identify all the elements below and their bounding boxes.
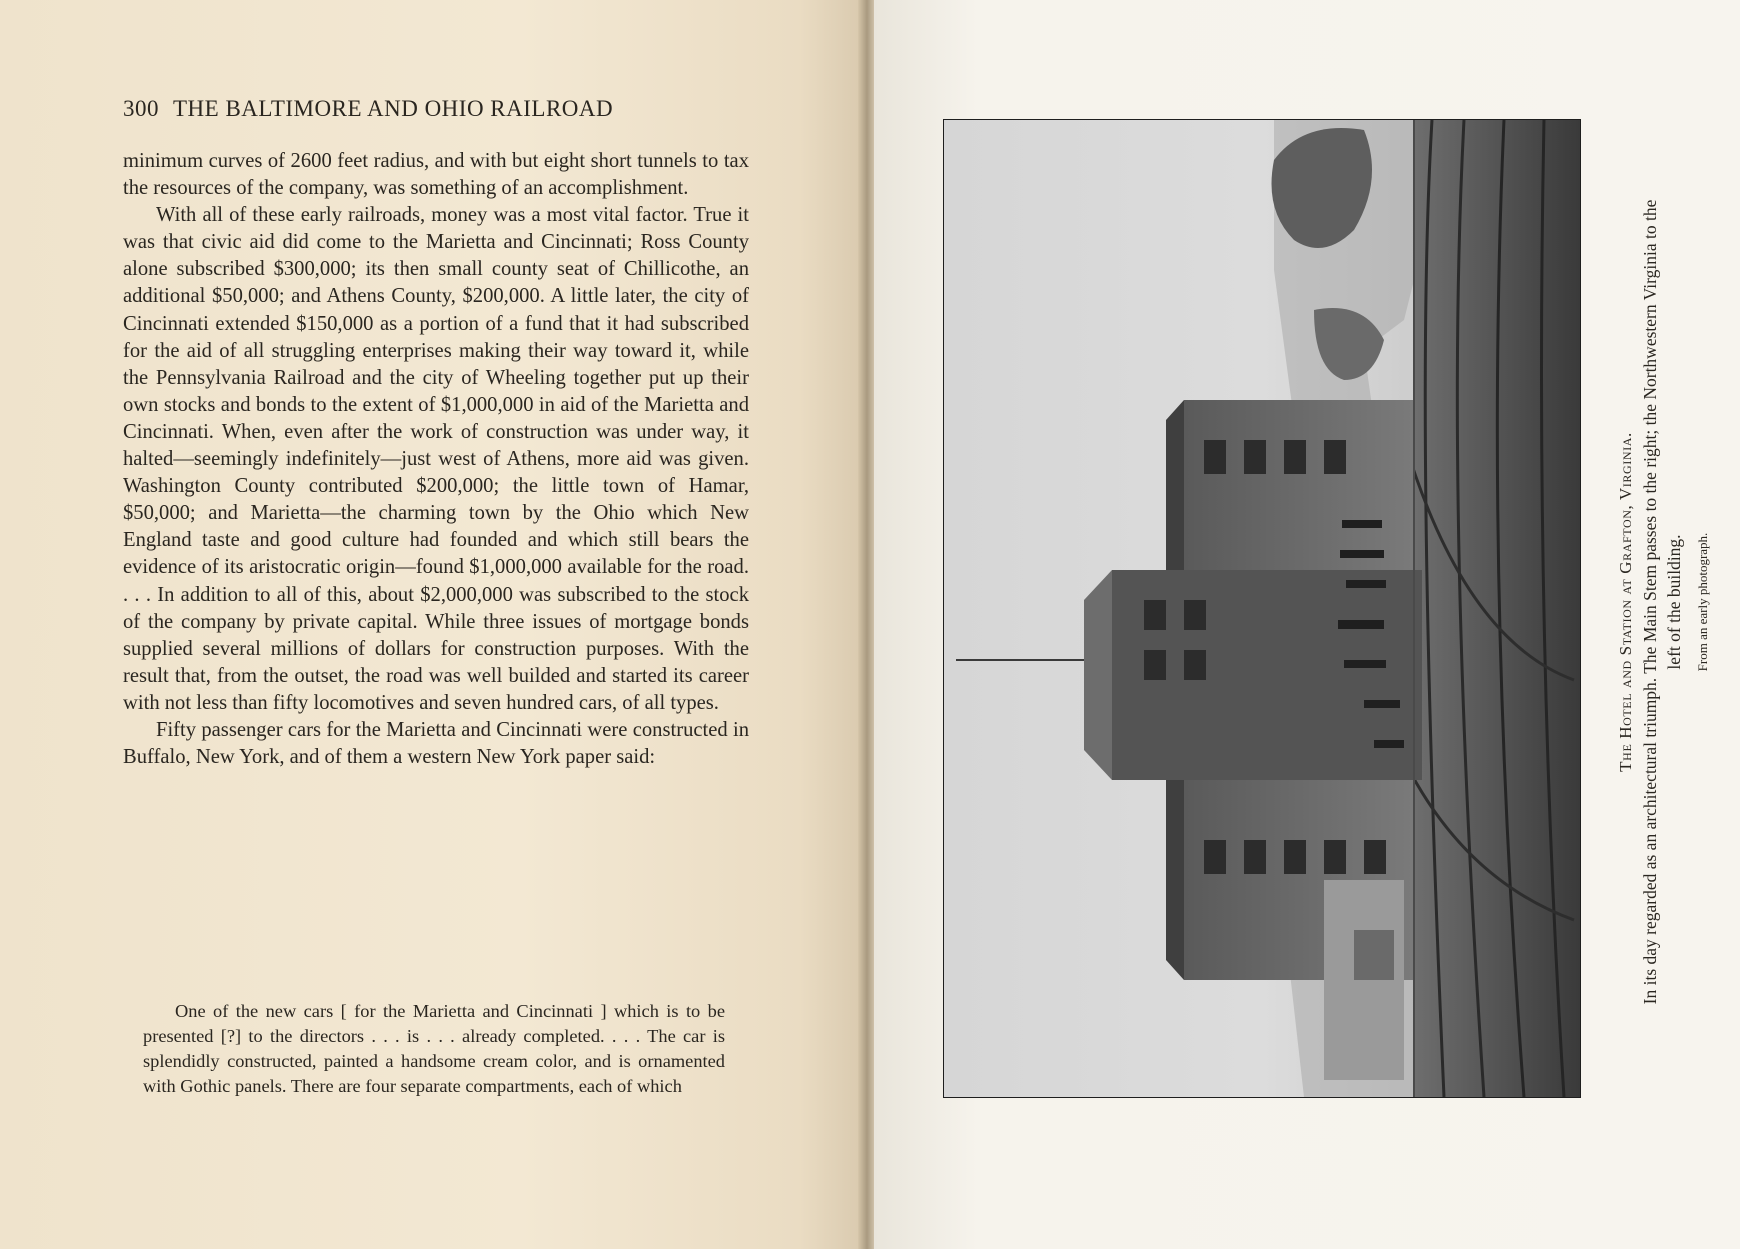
block-quote (143, 999, 725, 1099)
left-page (0, 0, 868, 1249)
photograph-illustration (944, 120, 1580, 1097)
photo-caption (1614, 192, 1714, 1012)
outbuilding-door (1354, 930, 1394, 980)
caption-title: The Hotel and Station at Grafton, Virginia. (1616, 432, 1635, 772)
paragraph-2: With all of these early railroads, money was a most vital factor. True it was that civic aid did come to the Marietta and Cincinnati; Ross County alone subscribed $300,000; its then small county seat of Chillicothe, an additional $50,000; and Athens County, $200,000. A little later, the city of Cincinnati extended $150,000 as a portion of a fund that it had subscribed for the aid of all struggling enterprises making their way toward it, while the Pennsylvania Railroad and the city of Wheeling together put up their own stocks and bonds to the extent of $1,000,000 in aid of the Marietta and Cincinnati. When, even after the work of construction was under way, it halted—seemingly indefinitely—just west of Athens, more aid was given. Washington County contributed $200,000; the little town of Hamar, $50,000; and Marietta—the charming town by the Ohio which New England taste and good culture had founded and which still bears the evidence of its aristocratic origin—found $1,000,000 available for the road. . . . In addition to all of this, about $2,000,000 was subscribed to the stock of the company by private capital. While three issues of mortgage bonds supplied several millions of dollars for construction purposes. With the result that, from the outset, the road was well builded and started its career with not less than fifty locomotives and seven hundred cars, of all types. (123, 204, 749, 714)
page-number: 300 (123, 96, 159, 121)
tower-roof (1084, 570, 1112, 780)
body-text (123, 148, 749, 771)
paragraph-3: Fifty passenger cars for the Marietta and Cincinnati were constructed in Buffalo, New York, and of them a western New York paper said: (123, 718, 749, 769)
caption-credit: From an early photograph. (1695, 532, 1710, 672)
hotel-station-photograph (943, 119, 1581, 1098)
quote-text: One of the new cars [ for the Marietta and Cincinnati ] which is to be presented [?] to the directors . . . is . . . already completed. . . . The car is splendidly constructed, painted a handsome cream color, and is ornamented with Gothic panels. There are four separate compartments, each of which (143, 1001, 725, 1096)
running-head (123, 96, 763, 122)
paragraph-1: minimum curves of 2600 feet radius, and with but eight short tunnels to tax the resources of the company, was something of an accomplishment. (123, 150, 749, 200)
running-head-title: THE BALTIMORE AND OHIO RAILROAD (173, 96, 614, 121)
caption-body: In its day regarded as an architectural triumph. The Main Stem passes to the right; the Northwestern Virginia to the left of the building. (1640, 199, 1684, 1005)
